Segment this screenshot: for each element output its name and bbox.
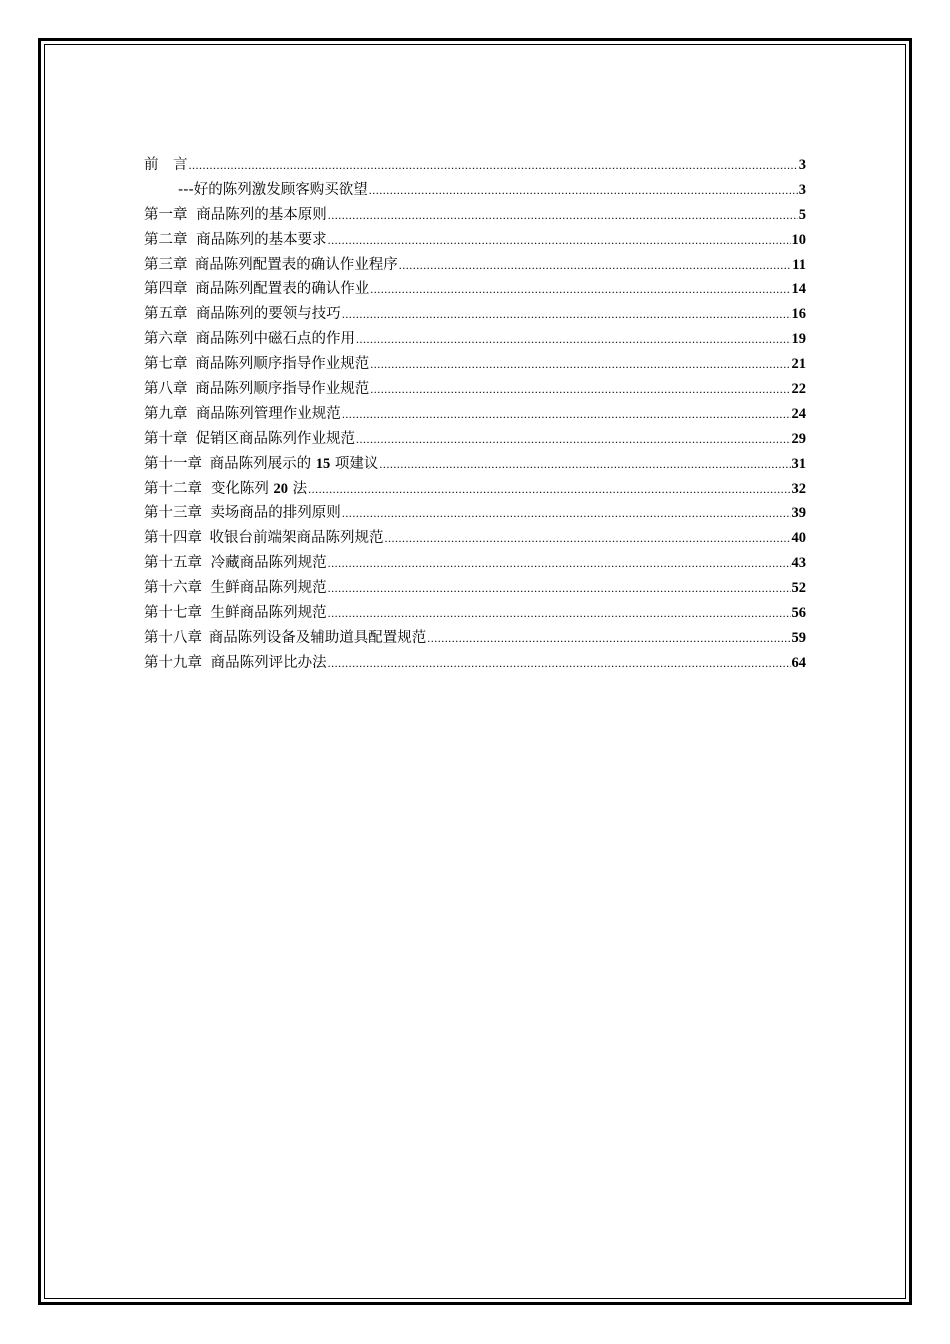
toc-title: 商品陈列顺序指导作业规范	[195, 356, 370, 373]
toc-page-number: 52	[791, 580, 806, 597]
toc-dot-leader	[399, 253, 792, 278]
toc-dot-leader	[370, 377, 790, 402]
toc-chapter-label: 第八章	[144, 381, 188, 398]
toc-title: 商品陈列展示的 15 项建议	[209, 455, 379, 472]
toc-chapter-label: 第十四章	[144, 530, 202, 547]
toc-entry[interactable]	[144, 551, 806, 576]
toc-title: 冷藏商品陈列规范	[210, 555, 327, 572]
toc-page-number: 32	[791, 480, 806, 497]
toc-page-number: 3	[798, 181, 806, 198]
toc-title: 商品陈列设备及辅助道具配置规范	[208, 629, 427, 646]
toc-dot-leader	[342, 501, 791, 526]
toc-entry[interactable]	[144, 477, 806, 502]
toc-chapter-label: 第十五章	[144, 555, 202, 572]
toc-dot-leader	[328, 551, 791, 576]
toc-chapter-label: 第四章	[144, 281, 188, 298]
toc-entry[interactable]	[144, 178, 806, 203]
toc-page-number: 31	[791, 455, 806, 472]
table-of-contents	[144, 153, 806, 676]
toc-entry[interactable]	[144, 626, 806, 651]
toc-entry[interactable]	[144, 402, 806, 427]
toc-title: 商品陈列的要领与技巧	[195, 306, 341, 323]
toc-dot-leader	[356, 327, 790, 352]
toc-title: 商品陈列评比办法	[210, 654, 327, 671]
toc-page-number: 64	[791, 654, 806, 671]
toc-entry[interactable]	[144, 153, 806, 178]
toc-entry[interactable]	[144, 526, 806, 551]
toc-dot-leader	[189, 153, 798, 178]
toc-title: 商品陈列中磁石点的作用	[195, 331, 356, 348]
toc-title-number: 15	[315, 455, 331, 472]
toc-entry[interactable]	[144, 501, 806, 526]
toc-dot-leader	[328, 651, 791, 676]
toc-entry[interactable]	[144, 352, 806, 377]
toc-entry[interactable]	[144, 377, 806, 402]
toc-chapter-label: 第七章	[144, 356, 188, 373]
toc-page-number: 11	[792, 256, 806, 273]
toc-entry[interactable]	[144, 452, 806, 477]
toc-title: 卖场商品的排列原则	[210, 505, 341, 522]
toc-page-number: 59	[791, 629, 806, 646]
toc-page-number: 16	[791, 306, 806, 323]
toc-page-number: 21	[791, 356, 806, 373]
toc-chapter-label: 第十三章	[144, 505, 202, 522]
toc-entry[interactable]	[144, 576, 806, 601]
toc-title: 商品陈列配置表的确认作业程序	[194, 256, 398, 273]
toc-title: 商品陈列顺序指导作业规范	[195, 381, 370, 398]
toc-dot-leader	[308, 477, 790, 502]
toc-title: 商品陈列管理作业规范	[195, 405, 341, 422]
toc-page-number: 19	[791, 331, 806, 348]
toc-chapter-label: 第一章	[144, 206, 188, 223]
toc-page-number: 40	[791, 530, 806, 547]
toc-chapter-label: 第十二章	[144, 480, 202, 497]
toc-page-number: 5	[798, 206, 806, 223]
toc-page-number: 22	[791, 381, 806, 398]
toc-dot-leader	[379, 452, 790, 477]
toc-dot-leader	[370, 277, 790, 302]
toc-page-number: 39	[791, 505, 806, 522]
toc-page-number: 14	[791, 281, 806, 298]
toc-chapter-label: 第十八章	[144, 629, 202, 646]
toc-title: 收银台前端架商品陈列规范	[209, 530, 384, 547]
toc-entry[interactable]	[144, 203, 806, 228]
toc-dot-leader	[328, 228, 791, 253]
toc-dot-leader	[427, 626, 790, 651]
toc-dot-leader	[356, 427, 790, 452]
toc-dot-leader	[342, 302, 791, 327]
toc-page-number: 43	[791, 555, 806, 572]
toc-dot-leader	[328, 601, 791, 626]
toc-chapter-label: 第十六章	[144, 580, 202, 597]
toc-chapter-label: 第十章	[144, 430, 188, 447]
toc-chapter-label: 第十一章	[144, 455, 202, 472]
toc-chapter-label: 前 言	[144, 157, 188, 173]
toc-title: 生鲜商品陈列规范	[210, 580, 327, 597]
toc-title: 变化陈列 20 法	[210, 480, 308, 497]
toc-entry[interactable]	[144, 253, 806, 278]
toc-chapter-label: 第六章	[144, 331, 188, 348]
toc-entry[interactable]	[144, 302, 806, 327]
toc-page-number: 10	[791, 231, 806, 248]
toc-dot-leader	[328, 203, 798, 228]
toc-chapter-label: 第十七章	[144, 605, 202, 622]
toc-page-number: 29	[791, 430, 806, 447]
toc-dot-leader	[369, 178, 798, 203]
toc-title-number: 20	[273, 480, 289, 497]
toc-chapter-label: 第三章	[144, 256, 188, 273]
toc-dot-leader	[328, 576, 791, 601]
toc-page-number: 56	[791, 605, 806, 622]
toc-chapter-label: 第五章	[144, 306, 188, 323]
toc-chapter-label: 第二章	[144, 231, 188, 248]
toc-chapter-label: ---好的陈列激发顾客购买欲望	[178, 181, 368, 198]
toc-entry[interactable]	[144, 651, 806, 676]
toc-page-number: 3	[798, 157, 806, 173]
toc-page-number: 24	[791, 405, 806, 422]
toc-title: 商品陈列的基本原则	[196, 206, 327, 223]
toc-entry[interactable]	[144, 327, 806, 352]
toc-entry[interactable]	[144, 228, 806, 253]
toc-entry[interactable]	[144, 277, 806, 302]
toc-title: 生鲜商品陈列规范	[210, 605, 327, 622]
toc-dot-leader	[370, 352, 790, 377]
toc-dot-leader	[342, 402, 791, 427]
toc-title: 商品陈列配置表的确认作业	[195, 281, 370, 298]
toc-chapter-label: 第十九章	[144, 654, 202, 671]
toc-entry[interactable]	[144, 427, 806, 452]
toc-title: 促销区商品陈列作业规范	[195, 430, 356, 447]
toc-entry[interactable]	[144, 601, 806, 626]
toc-title: 商品陈列的基本要求	[196, 231, 327, 248]
toc-chapter-label: 第九章	[144, 405, 188, 422]
toc-dot-leader	[385, 526, 791, 551]
